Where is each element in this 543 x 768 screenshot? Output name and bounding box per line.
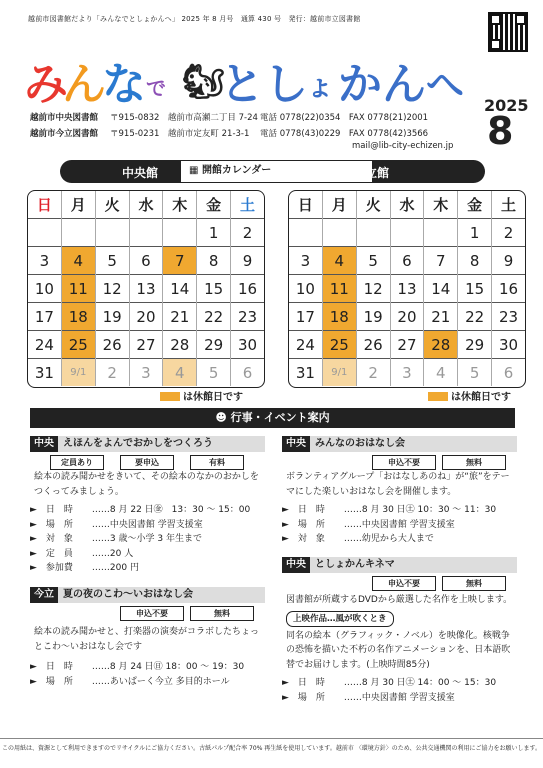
calendar-day: 12 [95,275,129,303]
calendar-day: 4 [163,359,197,387]
calendar-day: 31 [28,359,61,387]
fee-badge: 無料 [442,455,506,470]
weekday-header: 水 [390,191,424,219]
calendar-day: 3 [129,359,163,387]
weekday-header: 日 [36,196,52,214]
calendar-icon: ▦ [189,165,199,176]
event-heading: 中央 としょかんキネマ [282,557,517,573]
event-heading: 今立 夏の夜のこわ〜いおはなし会 [30,587,265,603]
weekday-header: 火 [356,191,390,219]
calendar-header-bar [60,160,485,183]
calendar-day [95,219,129,247]
calendar-day [289,219,322,247]
calendar-day: 6 [129,247,163,275]
event-scary-stories: 今立 夏の夜のこわ〜いおはなし会 申込不要 無料 絵本の読み聞かせと、打楽器の演奏がコラボしたちょっ とこわ〜いおはなし会です ► 日 時 ……8 月 24 日㊐ 18：00 〜 19：30 ► 場 所 ……あいぱーく今立 多目的ホール [30,587,265,689]
calendar-day: 18 [322,303,356,331]
calendar-day: 19 [356,303,390,331]
calendar-day: 9/1 [322,359,356,387]
calendar-day: 3 [390,359,424,387]
calendar-day: 28 [424,331,458,359]
calendar-day: 30 [492,331,525,359]
calendar-day: 22 [197,303,231,331]
central-calendar-grid [28,191,264,386]
calendar-day: 21 [424,303,458,331]
calendar-day: 27 [129,331,163,359]
calendar-day: 18 [61,303,95,331]
calendar-day: 13 [129,275,163,303]
weekday-header: 土 [492,191,525,219]
event-heading: 中央 えほんをよんでおかしをつくろう [30,436,265,452]
calendar-day: 25 [322,331,356,359]
central-calendar [27,190,265,388]
calendar-day: 17 [289,303,322,331]
film-description: 同名の絵本（グラフィック・ノベル）を映像化。核戦争 の恐怖を描いた不朽の名作アニメーションを、日本語吹 替でお届けします。(上映時間85分) [286,630,511,670]
newsletter-info-line: 越前市図書館だより「みんなでとしょかんへ」 2025 年 8 月号 通算 430 号 発行：越前市立図書館 [28,15,361,23]
central-label: 中央館 [122,166,159,180]
legend-imadate: は休館日です [428,388,511,403]
events-title-bar: ☻ 行事・イベント案内 [30,408,515,428]
calendar-day: 3 [289,247,322,275]
calendar-day: 17 [28,303,61,331]
calendar-day: 26 [356,331,390,359]
calendar-day: 28 [163,331,197,359]
fee-badge: 有料 [190,455,244,470]
calendar-day: 9 [231,247,264,275]
calendar-day: 8 [458,247,492,275]
event-description: 絵本の読み聞かせをきいて、その絵本のなかのおかしを つくってみましょう。 [34,472,259,497]
fee-badge: 無料 [442,576,506,591]
calendar-day: 4 [322,247,356,275]
calendar-day: 11 [61,275,95,303]
event-heading: 中央 みんなのおはなし会 [282,436,517,452]
calendar-day: 16 [492,275,525,303]
registration-badge: 申込不要 [372,576,436,591]
registration-badge: 要申込 [120,455,174,470]
calendar-day: 23 [492,303,525,331]
calendar-day: 14 [424,275,458,303]
squirrel-mascot-icon: 🐿 [182,62,226,102]
calendar-day: 29 [458,331,492,359]
calendar-day: 22 [458,303,492,331]
calendar-day: 7 [424,247,458,275]
weekday-header: 木 [424,191,458,219]
calendar-day [61,219,95,247]
registration-badge: 申込不要 [372,455,436,470]
calendar-day: 2 [231,219,264,247]
weekday-header: 土 [231,191,264,219]
weekday-header: 金 [458,191,492,219]
calendar-day: 24 [28,331,61,359]
calendar-day: 6 [492,359,525,387]
calendar-day: 8 [197,247,231,275]
calendar-day: 27 [390,331,424,359]
calendar-day: 21 [163,303,197,331]
library-central: 越前市中央図書館 〒915-0832 越前市高瀬二丁目 7-24 電話 0778(22)0354 FAX 0778(21)2001 [30,113,429,123]
calendar-day [28,219,61,247]
footer-note: この用紙は、資源として利用できますのでリサイクルにご協力ください。古紙パルプ配合率 70% 再生紙を使用しています。越前市 〈環境方針〉のため、公共交通機関の利用にご協力をお願いします。 [0,738,543,752]
weekday-header: 水 [129,191,163,219]
calendar-day: 5 [356,247,390,275]
calendar-day: 1 [458,219,492,247]
issue-year: 2025 [484,96,529,115]
weekday-header: 木 [163,191,197,219]
imadate-label: 今立館 [353,166,390,180]
closed-swatch [160,392,180,401]
weekday-header: 月 [322,191,356,219]
calendar-day: 26 [95,331,129,359]
calendar-day: 7 [163,247,197,275]
calendar-day: 15 [197,275,231,303]
calendar-day [390,219,424,247]
calendar-day: 16 [231,275,264,303]
calendar-day: 29 [197,331,231,359]
calendar-day: 15 [458,275,492,303]
calendar-day: 3 [28,247,61,275]
calendar-day [424,219,458,247]
screening-title-badge: 上映作品…風が吹くとき [286,611,394,627]
calendar-day: 9/1 [61,359,95,387]
calendar-day: 19 [95,303,129,331]
calendar-day: 5 [197,359,231,387]
calendar-day: 4 [424,359,458,387]
calendar-day: 30 [231,331,264,359]
fee-badge: 無料 [190,606,254,621]
qr-code[interactable] [488,12,528,52]
weekday-header: 日 [297,196,313,214]
library-info [30,110,428,142]
calendar-day: 6 [390,247,424,275]
calendar-day: 10 [28,275,61,303]
event-description: ボランティアグループ「おはなしあのね」が“旅”をテー マにした楽しいおはなし会を開催します。 [286,472,510,497]
calendar-day: 2 [95,359,129,387]
calendar-day: 23 [231,303,264,331]
legend-central: は休館日です [160,388,243,403]
event-description: 図書館が所蔵するDVDから厳選した名作を上映します。 [286,595,513,605]
closed-swatch [428,392,448,401]
newsletter-logo: み ん な で 🐿 と し ょ か ん へ [24,59,465,110]
issue-month: 8 [487,109,514,153]
calendar-day: 4 [61,247,95,275]
event-picture-book-sweets: 中央 えほんをよんでおかしをつくろう 定員あり 要申込 有料 絵本の読み聞かせをきいて、その絵本のなかのおかしを つくってみましょう。 ► 日 時 ……8 月 22 日㊎ 13：30 〜 15：00 ► 場 所 ……中央図書館 学習支援室 ► 対 象 ……3 歳〜小学 3 年生まで ► 定 員 ……20 人 ► 参加費 ……200 円 [30,436,265,576]
registration-badge: 申込不要 [120,606,184,621]
event-library-cinema: 中央 としょかんキネマ 申込不要 無料 図書館が所蔵するDVDから厳選した名作を上映します。 上映作品…風が吹くとき 同名の絵本（グラフィック・ノベル）を映像化。核戦争 の恐怖を描いた不朽の名作アニメーションを、日本語吹 替でお届けします。(上映時間85分) ► 日 時 ……8 月 30 日㊏ 14：00 〜 15：30 ► 場 所 ……中央図書館 学習支援室 [282,557,517,705]
calendar-day: 2 [356,359,390,387]
calendar-day: 24 [289,331,322,359]
weekday-header: 金 [197,191,231,219]
calendar-day: 13 [390,275,424,303]
event-description: 絵本の読み聞かせと、打楽器の演奏がコラボしたちょっ とこわ〜いおはなし会です [34,627,260,652]
calendar-title-box: ▦ 開館カレンダー [180,160,373,183]
calendar-day: 20 [390,303,424,331]
weekday-header: 月 [61,191,95,219]
calendar-day [163,219,197,247]
calendar-day: 5 [95,247,129,275]
calendar-day: 10 [289,275,322,303]
weekday-header: 火 [95,191,129,219]
imadate-calendar [288,190,526,388]
calendar-day: 31 [289,359,322,387]
calendar-day: 14 [163,275,197,303]
library-imadate: 越前市今立図書館 〒915-0231 越前市定友町 21-3-1 電話 0778(43)0229 FAX 0778(42)3566 [30,129,429,139]
event-storytelling: 中央 みんなのおはなし会 申込不要 無料 ボランティアグループ「おはなしあのね」が“旅”をテー マにした楽しいおはなし会を開催します。 ► 日 時 ……8 月 30 日㊏ 10：30 〜 11：30 ► 場 所 ……中央図書館 学習支援室 ► 対 象 ……幼児から大人まで [282,436,517,547]
calendar-day [322,219,356,247]
calendar-day [356,219,390,247]
calendar-day: 12 [356,275,390,303]
contact-email[interactable]: mail@lib-city-echizen.jp [352,141,454,151]
capacity-badge: 定員あり [50,455,104,470]
calendar-day: 6 [231,359,264,387]
calendar-day: 9 [492,247,525,275]
calendar-day: 11 [322,275,356,303]
imadate-calendar-grid [289,191,525,386]
calendar-day: 1 [197,219,231,247]
calendar-day: 20 [129,303,163,331]
calendar-day: 2 [492,219,525,247]
calendar-day: 5 [458,359,492,387]
calendar-day [129,219,163,247]
calendar-day: 25 [61,331,95,359]
